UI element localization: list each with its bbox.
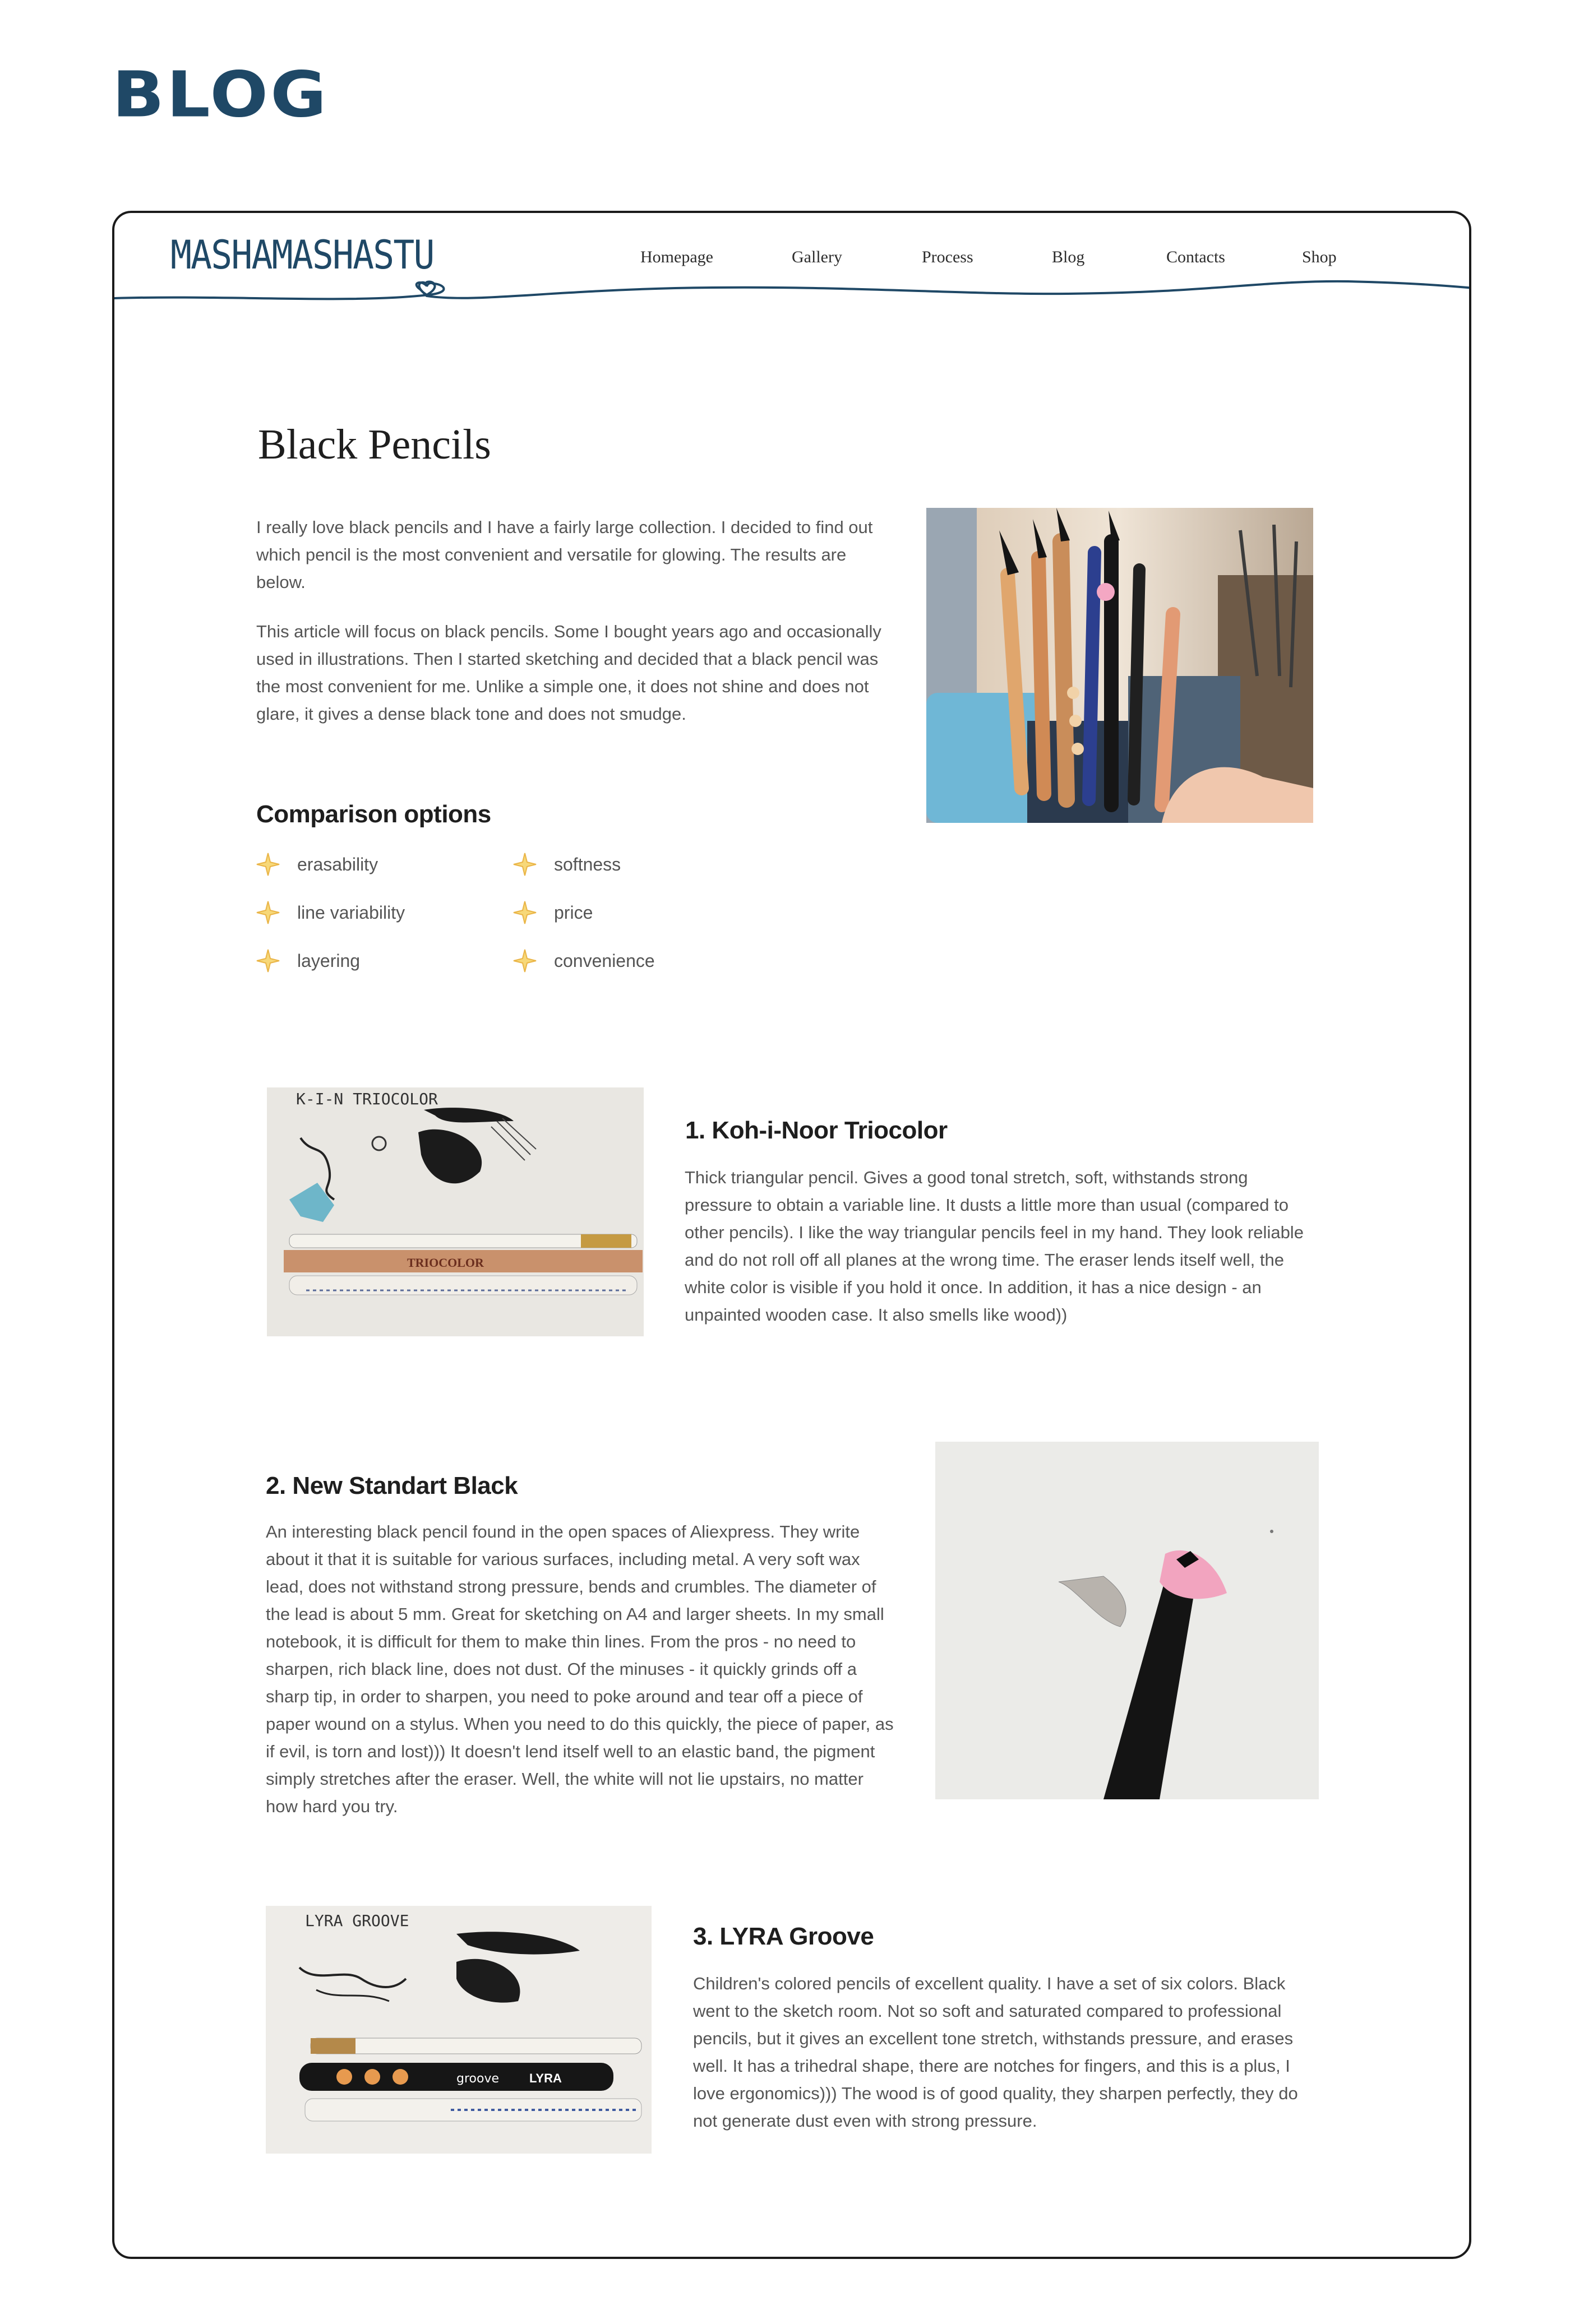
header-wave-divider <box>114 278 1471 323</box>
section-3-text: Children's colored pencils of excellent quality. I have a set of six colors. Black went to the sketch room. Not so soft and saturated compared to professional pencils, but it gives an excellent tone stretch, withstands pressure, and erases well. It has a trihedral shape, there are notches for fingers, and this is a plus, I love ergonomics))) The wood is of good quality, they sharpen perfectly, they do not generate dust even with strong pressure. <box>693 1974 1298 2131</box>
section-1-text: Thick triangular pencil. Gives a good tonal stretch, soft, withstands strong pressure to obtain a variable line. It dusts a little more than usual (compared to other pencils). I like the way triangular pencils feel in my hand. They look reliable and do not roll off all planes at the wrong time. The eraser lends itself well, the white color is visible if you hold it once. In addition, it has a nice design - an unpainted wooden case. It also smells like wood)) <box>685 1168 1304 1325</box>
site-preview-frame <box>112 211 1471 2259</box>
nav-contacts[interactable]: Contacts <box>1166 248 1225 266</box>
section-2-text: An interesting black pencil found in the open spaces of Aliexpress. They write about it that it is suitable for various surfaces, including metal. A very soft wax lead, does not withstand strong pressure, bends and crumbles. The diameter of the lead is about 5 mm. Great for sketching on A4 and larger sheets. In my small notebook, it is difficult for them to make thin lines. From the pros - no need to sharpen, rich black line, does not dust. Of the minuses - it quickly grinds off a sharp tip, in order to sharpen, you need to poke around and tear off a piece of paper wound on a stylus. When you need to do this quickly, the piece of paper, as if evil, is torn and lost))) It doesn't lend itself well to an elastic band, the pigment simply stretches after the eraser. Well, the white will not lie upstairs, no matter how hard you try. <box>266 1522 894 1816</box>
site-logo[interactable]: MASHAMASHASTU <box>170 232 434 278</box>
triocolor-pencil-label: TRIOCOLOR <box>407 1256 484 1270</box>
option-line-variability <box>256 900 405 925</box>
hero-photo <box>926 508 1313 823</box>
intro-paragraph-2: This article will focus on black pencils. Some I bought years ago and occasionally used in illustrations. Then I started sketching and decided that a black pencil was the most convenient for me. Unlike a simple one, it does not shine and does not glare, it gives a dense black tone and does not smudge. <box>256 622 881 724</box>
option-convenience <box>512 948 655 973</box>
sparkle-star-icon <box>512 948 537 973</box>
section-2-heading: 2. New Standart Black <box>266 1472 518 1499</box>
triocolor-sketch-label: K-I-N TRIOCOLOR <box>296 1090 438 1108</box>
nav-gallery[interactable]: Gallery <box>792 248 842 266</box>
triocolor-photo <box>267 1087 644 1336</box>
heart-icon <box>419 283 435 295</box>
new-standart-photo <box>935 1442 1319 1799</box>
section-1-heading: 1. Koh-i-Noor Triocolor <box>685 1117 948 1144</box>
site-header <box>114 213 1469 325</box>
sparkle-star-icon <box>512 852 537 877</box>
option-label: layering <box>297 950 361 971</box>
lyra-brand-label: LYRA <box>529 2071 562 2085</box>
lyra-pencil-label: groove <box>456 2072 500 2086</box>
sparkle-star-icon <box>256 948 280 973</box>
option-erasability <box>256 852 378 877</box>
nav-homepage[interactable]: Homepage <box>640 248 713 266</box>
sparkle-star-icon <box>256 852 280 877</box>
lyra-groove-photo <box>266 1906 652 2154</box>
sparkle-star-icon <box>256 900 280 925</box>
lyra-sketch-label: LYRA GROOVE <box>305 1911 409 1930</box>
option-softness <box>512 852 621 877</box>
section-3-heading: 3. LYRA Groove <box>693 1923 874 1950</box>
option-label: softness <box>554 854 621 874</box>
option-label: erasability <box>297 854 378 874</box>
nav-process[interactable]: Process <box>922 248 973 266</box>
comparison-heading: Comparison options <box>256 800 491 828</box>
nav-blog[interactable]: Blog <box>1052 248 1085 266</box>
page-heading: BLOG <box>112 58 329 132</box>
intro-paragraph-1: I really love black pencils and I have a fairly large collection. I decided to find out which pencil is the most convenient and versatile for glowing. The results are below. <box>256 517 873 592</box>
article-title: Black Pencils <box>258 421 491 468</box>
nav-shop[interactable]: Shop <box>1302 248 1337 266</box>
option-label: convenience <box>554 950 655 971</box>
option-label: line variability <box>297 902 405 923</box>
option-price <box>512 900 593 925</box>
option-label: price <box>554 902 593 923</box>
sparkle-star-icon <box>512 900 537 925</box>
option-layering <box>256 948 360 973</box>
